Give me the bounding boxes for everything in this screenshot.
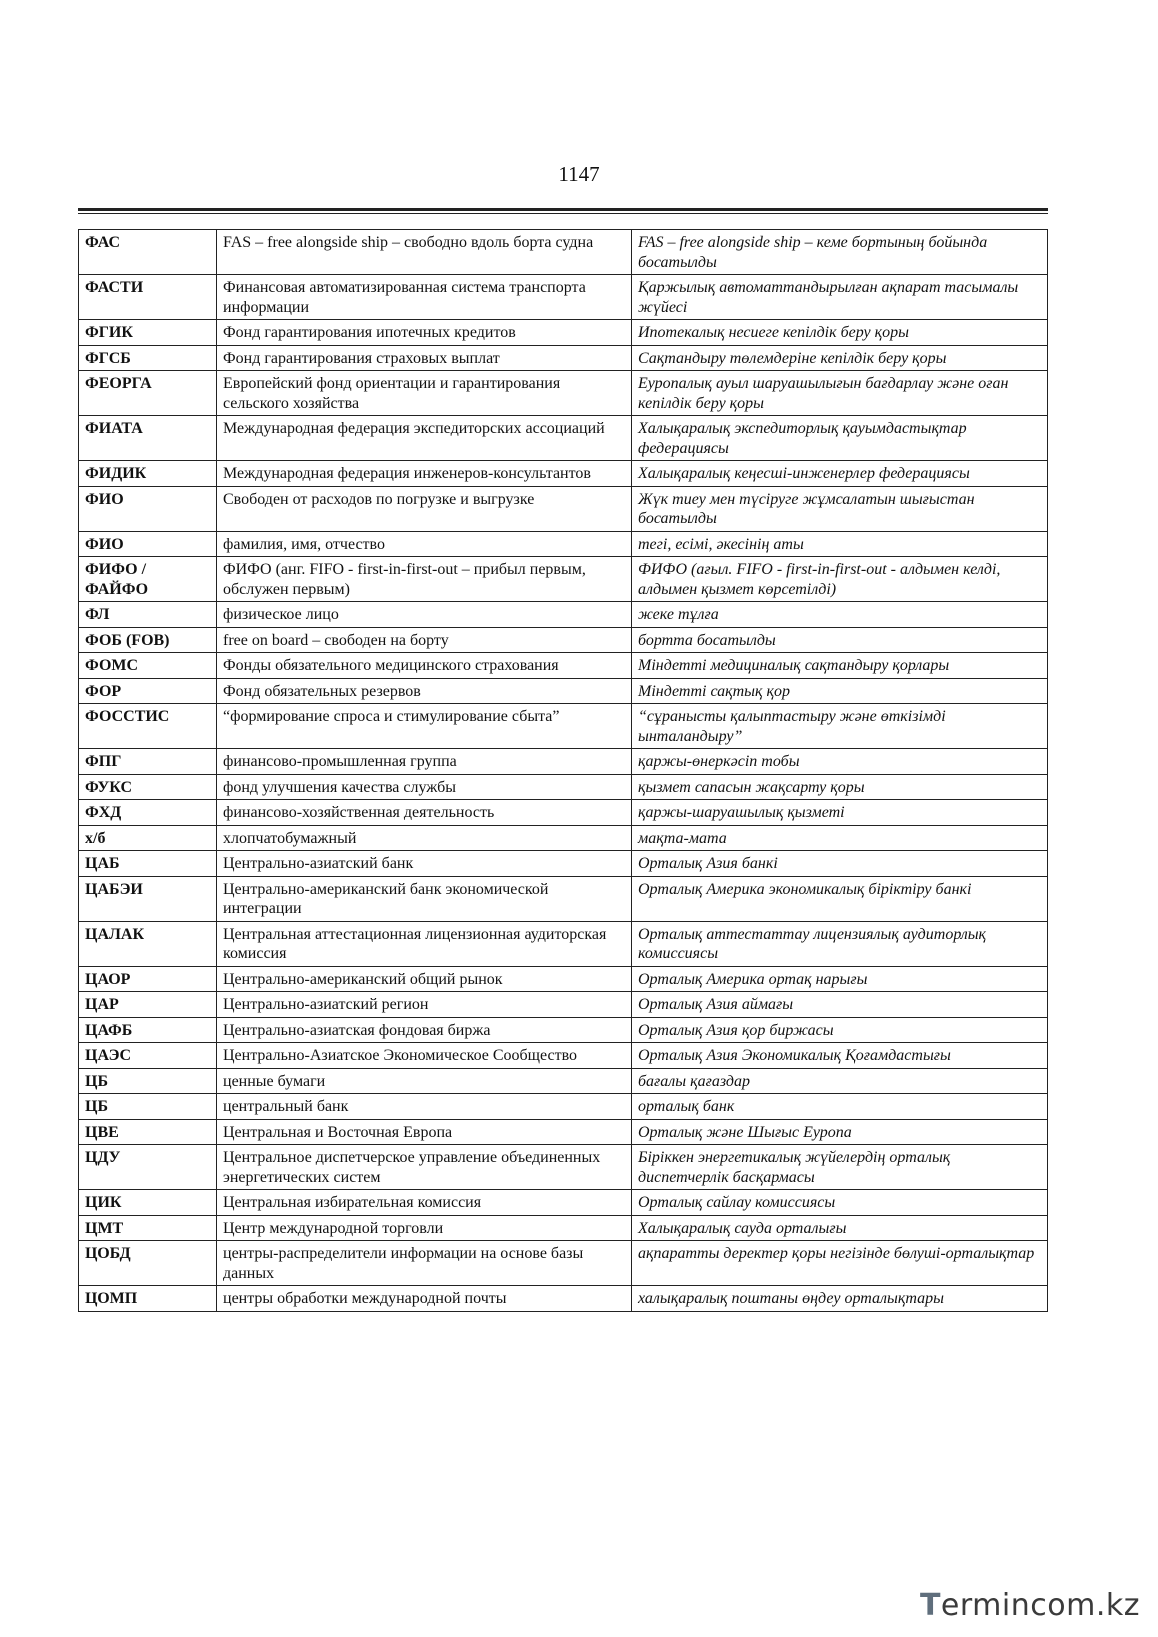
russian-definition-cell: Международная федерация экспедиторских ассоциаций (217, 416, 632, 461)
abbreviation-cell: ФИО (79, 531, 217, 557)
abbreviation-cell: ФЛ (79, 602, 217, 628)
table-row (79, 774, 1048, 800)
table-row (79, 371, 1048, 416)
kazakh-definition-cell: тегі, есімі, әкесінің аты (632, 531, 1048, 557)
abbreviation-cell: ФГСБ (79, 345, 217, 371)
russian-definition-cell: Фонд гарантирования ипотечных кредитов (217, 320, 632, 346)
glossary-body (79, 230, 1048, 1312)
kazakh-definition-cell: қызмет сапасын жақсарту қоры (632, 774, 1048, 800)
kazakh-definition-cell: FAS – free alongside ship – кеме бортының бойында босатылды (632, 230, 1048, 275)
abbreviation-cell: ФОБ (FOB) (79, 627, 217, 653)
kazakh-definition-cell: “сұранысты қалыптастыру және өткізімді ынталандыру” (632, 704, 1048, 749)
abbreviation-cell: ФИДИК (79, 461, 217, 487)
kazakh-definition-cell: ФИФО (ағыл. FIFO - first-in-first-out - алдымен келді, алдымен қызмет көрсетілді) (632, 557, 1048, 602)
russian-definition-cell: “формирование спроса и стимулирование сбыта” (217, 704, 632, 749)
abbreviation-cell: ФОР (79, 678, 217, 704)
russian-definition-cell: финансово-хозяйственная деятельность (217, 800, 632, 826)
kazakh-definition-cell: Орталық Азия Экономикалық Қоғамдастығы (632, 1043, 1048, 1069)
abbreviation-cell: ЦАБ (79, 851, 217, 877)
table-row (79, 230, 1048, 275)
kazakh-definition-cell: халықаралық поштаны өңдеу орталықтары (632, 1286, 1048, 1312)
abbreviation-cell: ЦМТ (79, 1215, 217, 1241)
abbreviation-cell: ФХД (79, 800, 217, 826)
kazakh-definition-cell: Міндетті медициналық сақтандыру қорлары (632, 653, 1048, 679)
table-row (79, 461, 1048, 487)
abbreviation-cell: ЦБ (79, 1068, 217, 1094)
russian-definition-cell: Фонд обязательных резервов (217, 678, 632, 704)
russian-definition-cell: Финансовая автоматизированная система транспорта информации (217, 275, 632, 320)
abbreviation-cell: ФЕОРГА (79, 371, 217, 416)
kazakh-definition-cell: Халықаралық сауда орталығы (632, 1215, 1048, 1241)
russian-definition-cell: Центральная и Восточная Европа (217, 1119, 632, 1145)
table-row (79, 966, 1048, 992)
table-row (79, 704, 1048, 749)
abbreviation-cell: ЦАЛАК (79, 921, 217, 966)
russian-definition-cell: Центрально-азиатская фондовая биржа (217, 1017, 632, 1043)
kazakh-definition-cell: Еуропалық ауыл шаруашылығын бағдарлау және оған кепілдік беру қоры (632, 371, 1048, 416)
russian-definition-cell: Центрально-азиатский регион (217, 992, 632, 1018)
kazakh-definition-cell: Халықаралық кеңесші-инженерлер федерациясы (632, 461, 1048, 487)
table-row (79, 557, 1048, 602)
russian-definition-cell: Центральная аттестационная лицензионная аудиторская комиссия (217, 921, 632, 966)
termincom-logo (920, 1588, 1140, 1623)
russian-definition-cell: физическое лицо (217, 602, 632, 628)
table-row (79, 825, 1048, 851)
table-row (79, 627, 1048, 653)
kazakh-definition-cell: Міндетті сақтық қор (632, 678, 1048, 704)
abbreviation-cell: ФИФО / ФАЙФО (79, 557, 217, 602)
kazakh-definition-cell: Орталық сайлау комиссиясы (632, 1190, 1048, 1216)
abbreviation-cell: ЦОМП (79, 1286, 217, 1312)
table-row (79, 851, 1048, 877)
russian-definition-cell: Центрально-Азиатское Экономическое Сообщество (217, 1043, 632, 1069)
abbreviation-cell: ФАСТИ (79, 275, 217, 320)
table-row (79, 1145, 1048, 1190)
russian-definition-cell: Центрально-американский банк экономической интеграции (217, 876, 632, 921)
russian-definition-cell: хлопчатобумажный (217, 825, 632, 851)
table-row (79, 531, 1048, 557)
russian-definition-cell: FAS – free alongside ship – свободно вдоль борта судна (217, 230, 632, 275)
header-rule-thin (78, 213, 1048, 214)
abbreviation-cell: ФИАТА (79, 416, 217, 461)
abbreviation-cell: ФОССТИС (79, 704, 217, 749)
abbreviation-cell: ЦАФБ (79, 1017, 217, 1043)
kazakh-definition-cell: жеке тұлға (632, 602, 1048, 628)
table-row (79, 416, 1048, 461)
russian-definition-cell: free on board – свободен на борту (217, 627, 632, 653)
table-row (79, 921, 1048, 966)
russian-definition-cell: финансово-промышленная группа (217, 749, 632, 775)
abbreviation-cell: ЦАЭС (79, 1043, 217, 1069)
table-row (79, 1043, 1048, 1069)
logo-mark: T (919, 1588, 941, 1623)
russian-definition-cell: ФИФО (анг. FIFO - first-in-first-out – прибыл первым, обслужен первым) (217, 557, 632, 602)
russian-definition-cell: Фонды обязательного медицинского страхования (217, 653, 632, 679)
abbreviation-cell: ФГИК (79, 320, 217, 346)
russian-definition-cell: Центрально-азиатский банк (217, 851, 632, 877)
table-row (79, 602, 1048, 628)
russian-definition-cell: центры обработки международной почты (217, 1286, 632, 1312)
kazakh-definition-cell: қаржы-өнеркәсіп тобы (632, 749, 1048, 775)
table-row (79, 275, 1048, 320)
table-row (79, 1094, 1048, 1120)
header-rule-thick (78, 208, 1048, 211)
table-row (79, 1286, 1048, 1312)
kazakh-definition-cell: Орталық Америка экономикалық біріктіру банкі (632, 876, 1048, 921)
russian-definition-cell: Центр международной торговли (217, 1215, 632, 1241)
kazakh-definition-cell: Сақтандыру төлемдеріне кепілдік беру қоры (632, 345, 1048, 371)
russian-definition-cell: фамилия, имя, отчество (217, 531, 632, 557)
abbreviation-cell: ЦВЕ (79, 1119, 217, 1145)
kazakh-definition-cell: Орталық Азия банкі (632, 851, 1048, 877)
table-row (79, 992, 1048, 1018)
table-row (79, 345, 1048, 371)
russian-definition-cell: Свободен от расходов по погрузке и выгрузке (217, 486, 632, 531)
russian-definition-cell: центральный банк (217, 1094, 632, 1120)
table-row (79, 320, 1048, 346)
kazakh-definition-cell: Орталық Америка ортақ нарығы (632, 966, 1048, 992)
glossary-table (78, 229, 1048, 1312)
abbreviation-cell: ЦБ (79, 1094, 217, 1120)
abbreviation-cell: ЦИК (79, 1190, 217, 1216)
logo-text: ermincom.kz (940, 1588, 1140, 1623)
kazakh-definition-cell: Халықаралық экспедиторлық қауымдастықтар федерациясы (632, 416, 1048, 461)
table-row (79, 653, 1048, 679)
russian-definition-cell: Центрально-американский общий рынок (217, 966, 632, 992)
abbreviation-cell: ФОМС (79, 653, 217, 679)
russian-definition-cell: Европейский фонд ориентации и гарантирования сельского хозяйства (217, 371, 632, 416)
table-row (79, 486, 1048, 531)
table-row (79, 749, 1048, 775)
kazakh-definition-cell: қаржы-шаруашылық қызметі (632, 800, 1048, 826)
abbreviation-cell: ФПГ (79, 749, 217, 775)
kazakh-definition-cell: Жүк тиеу мен түсіруге жұмсалатын шығыстан босатылды (632, 486, 1048, 531)
russian-definition-cell: Международная федерация инженеров-консультантов (217, 461, 632, 487)
abbreviation-cell: ЦАОР (79, 966, 217, 992)
kazakh-definition-cell: Біріккен энергетикалық жүйелердің орталық диспетчерлік басқармасы (632, 1145, 1048, 1190)
russian-definition-cell: ценные бумаги (217, 1068, 632, 1094)
abbreviation-cell: ФАС (79, 230, 217, 275)
kazakh-definition-cell: Орталық Азия аймағы (632, 992, 1048, 1018)
table-row (79, 1241, 1048, 1286)
table-row (79, 800, 1048, 826)
kazakh-definition-cell: мақта-мата (632, 825, 1048, 851)
kazakh-definition-cell: Орталық және Шығыс Еуропа (632, 1119, 1048, 1145)
table-row (79, 678, 1048, 704)
russian-definition-cell: фонд улучшения качества службы (217, 774, 632, 800)
kazakh-definition-cell: Қаржылық автоматтандырылған ақпарат тасымалы жүйесі (632, 275, 1048, 320)
russian-definition-cell: центры-распределители информации на основе базы данных (217, 1241, 632, 1286)
kazakh-definition-cell: Орталық Азия қор биржасы (632, 1017, 1048, 1043)
abbreviation-cell: х/б (79, 825, 217, 851)
abbreviation-cell: ЦАБЭИ (79, 876, 217, 921)
table-row (79, 1215, 1048, 1241)
abbreviation-cell: ФУКС (79, 774, 217, 800)
kazakh-definition-cell: Ипотекалық несиеге кепілдік беру қоры (632, 320, 1048, 346)
kazakh-definition-cell: бортта босатылды (632, 627, 1048, 653)
abbreviation-cell: ФИО (79, 486, 217, 531)
abbreviation-cell: ЦДУ (79, 1145, 217, 1190)
abbreviation-cell: ЦАР (79, 992, 217, 1018)
table-row (79, 1190, 1048, 1216)
abbreviation-cell: ЦОБД (79, 1241, 217, 1286)
kazakh-definition-cell: орталық банк (632, 1094, 1048, 1120)
table-row (79, 1068, 1048, 1094)
russian-definition-cell: Центральная избирательная комиссия (217, 1190, 632, 1216)
russian-definition-cell: Центральное диспетчерское управление объединенных энергетических систем (217, 1145, 632, 1190)
page-number: 1147 (558, 162, 600, 186)
russian-definition-cell: Фонд гарантирования страховых выплат (217, 345, 632, 371)
table-row (79, 1119, 1048, 1145)
table-row (79, 1017, 1048, 1043)
kazakh-definition-cell: Орталық аттестаттау лицензиялық аудиторлық комиссиясы (632, 921, 1048, 966)
kazakh-definition-cell: бағалы қағаздар (632, 1068, 1048, 1094)
table-row (79, 876, 1048, 921)
kazakh-definition-cell: ақпаратты деректер қоры негізінде бөлуші-орталықтар (632, 1241, 1048, 1286)
